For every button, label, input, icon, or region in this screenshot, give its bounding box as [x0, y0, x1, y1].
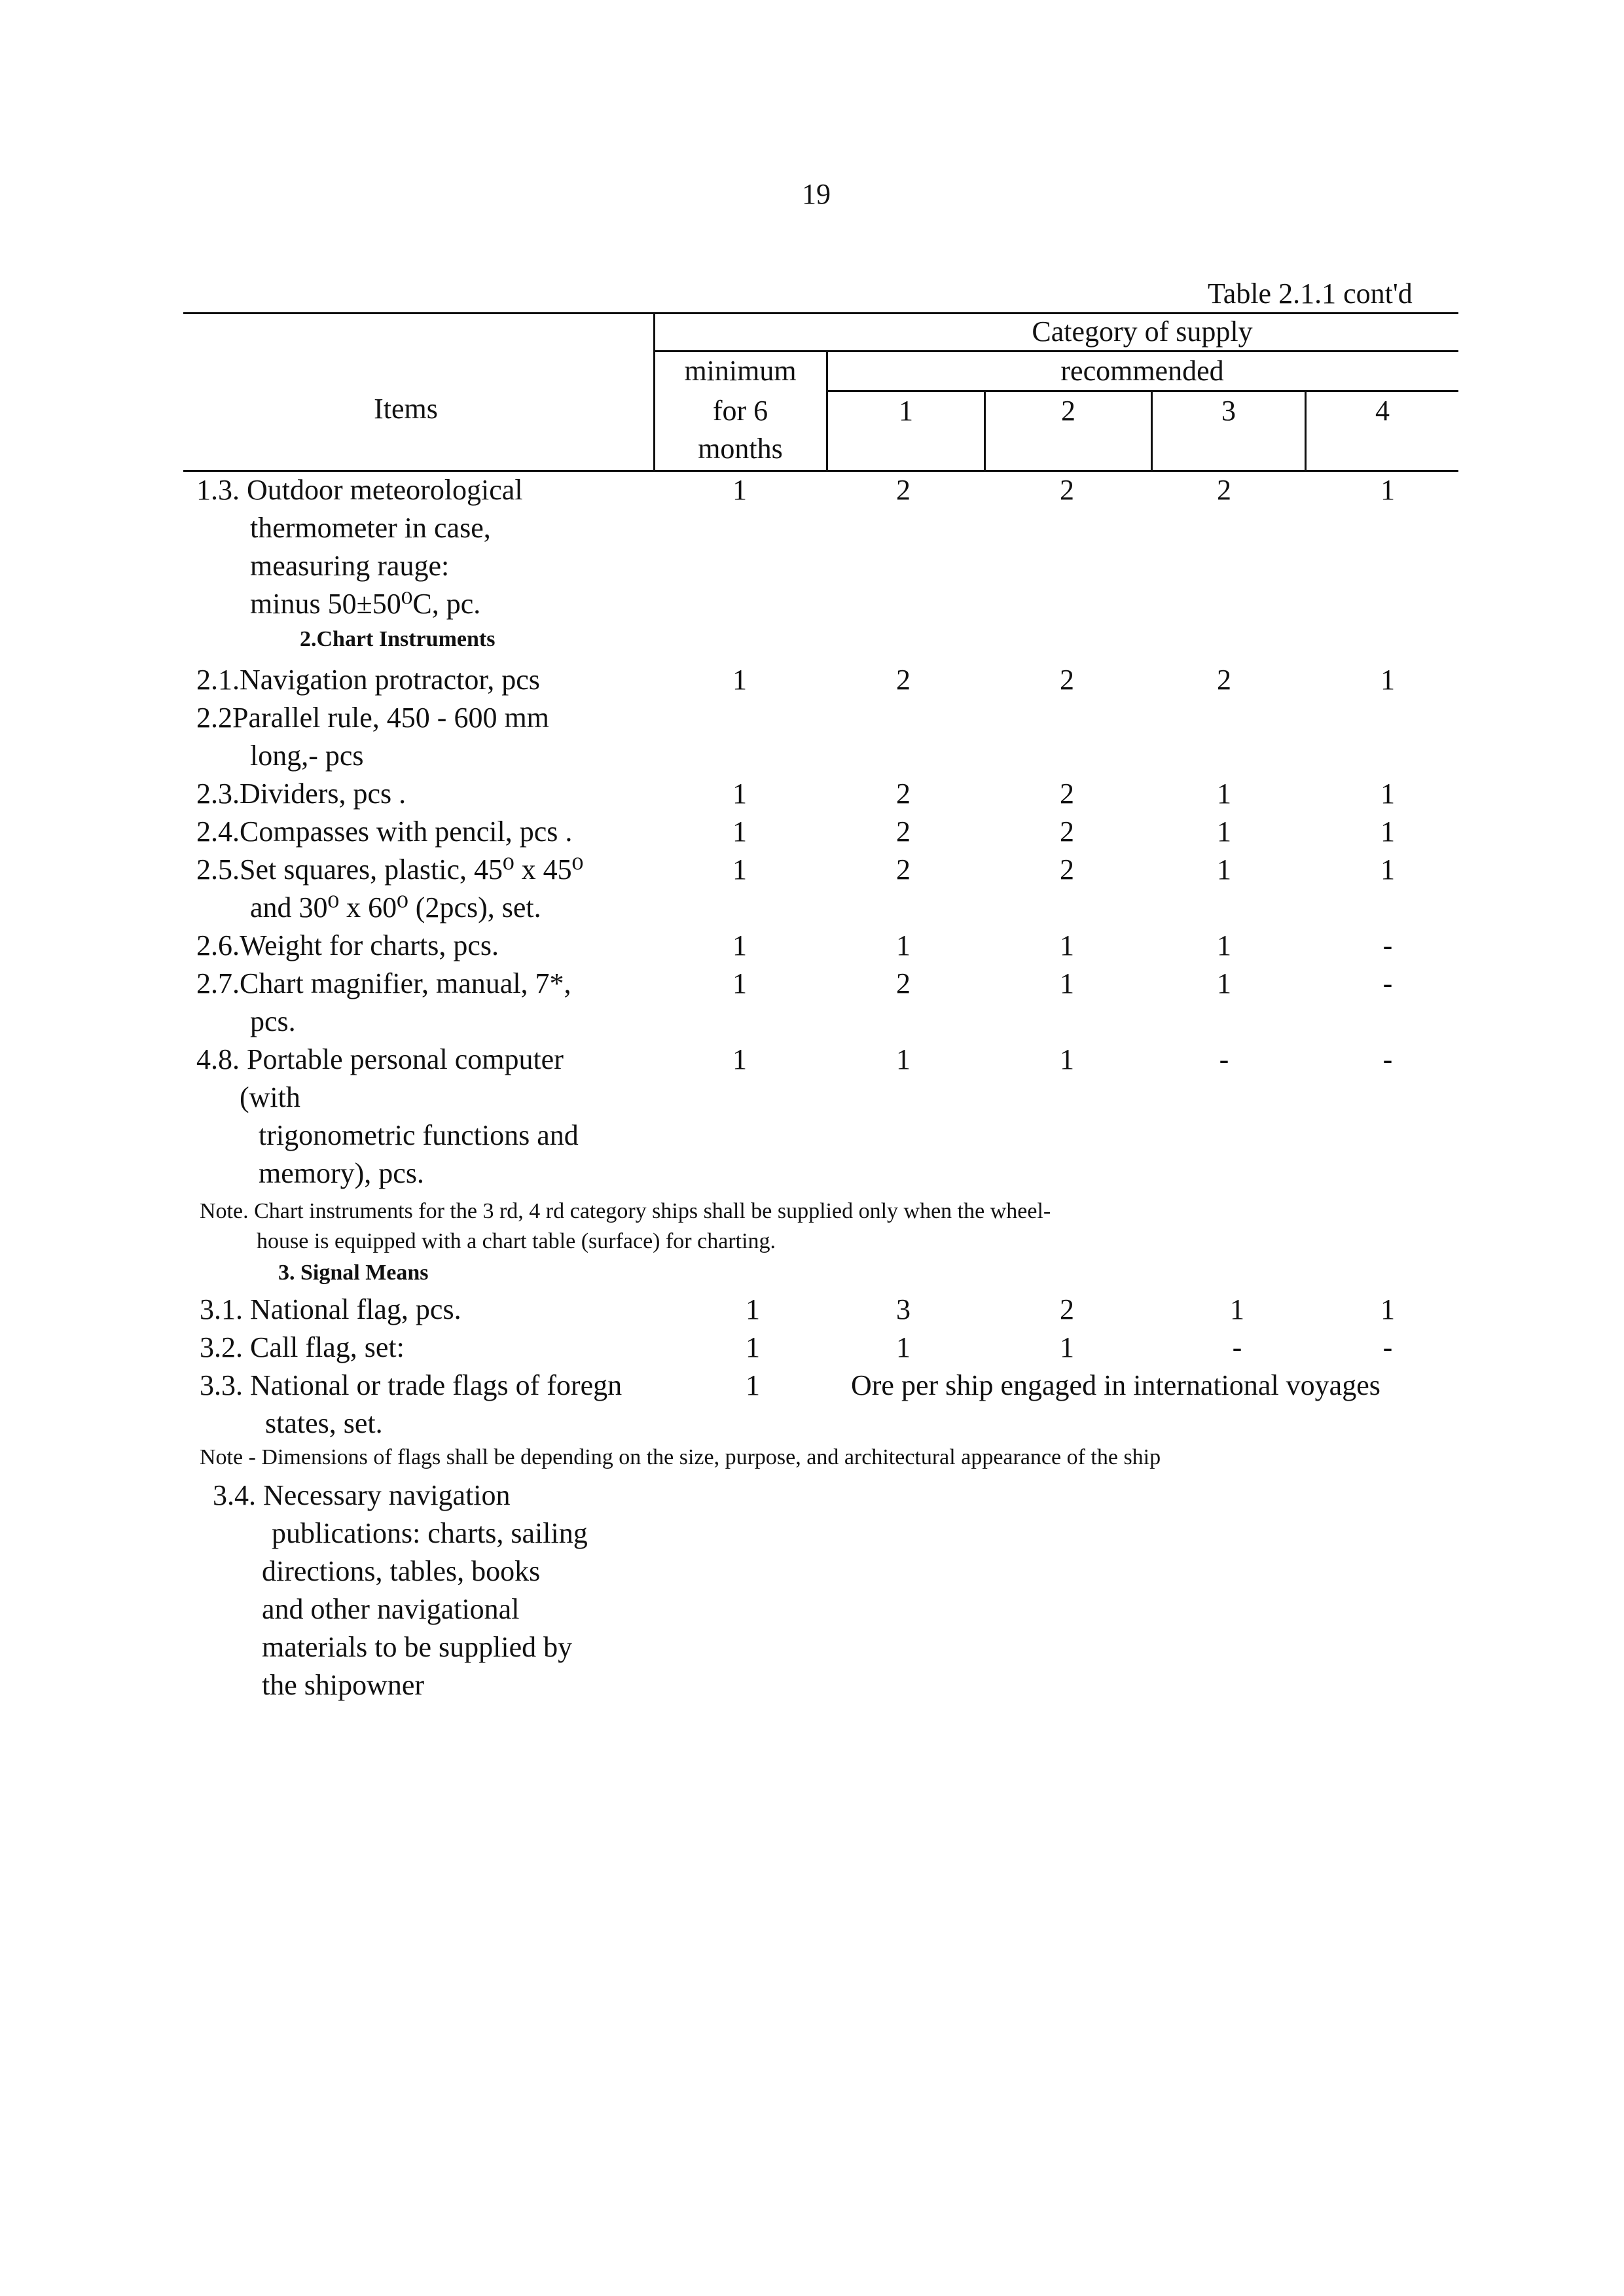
value-min: 1 — [732, 778, 747, 810]
item-3-3-line-2: states, set. — [265, 1407, 383, 1439]
note-chart-instruments-line-1: Note. Chart instruments for the 3 rd, 4 rd category ships shall be supplied only when the wheel- — [200, 1199, 1051, 1223]
section-heading-chart-instruments: 2.Chart Instruments — [300, 627, 496, 651]
value-c2: 1 — [1060, 1331, 1074, 1363]
value-c1: 1 — [896, 929, 911, 961]
value-c2: 2 — [1060, 664, 1074, 696]
item-3-4-line-6: the shipowner — [262, 1669, 425, 1701]
item-2-2-line-1: 2.2Parallel rule, 450 - 600 mm — [196, 702, 549, 734]
value-c3: 1 — [1217, 778, 1231, 810]
header-recommended: recommended — [1060, 355, 1224, 387]
value-c2: 2 — [1060, 474, 1074, 506]
value-c1: 2 — [896, 474, 911, 506]
note-chart-instruments-line-2: house is equipped with a chart table (surface) for charting. — [257, 1229, 776, 1253]
value-c3: 1 — [1217, 816, 1231, 848]
value-c1: 2 — [896, 816, 911, 848]
item-2-7-line-2: pcs. — [250, 1005, 296, 1037]
value-c1: 2 — [896, 778, 911, 810]
header-minimum-2: for 6 — [712, 395, 768, 427]
value-c2: 2 — [1060, 778, 1074, 810]
item-2-1: 2.1.Navigation protractor, pcs — [196, 664, 540, 696]
value-min: 1 — [732, 474, 747, 506]
item-4-8-line-2: (with — [240, 1081, 300, 1113]
item-1-3-line-3: measuring rauge: — [250, 550, 450, 582]
value-c2: 1 — [1060, 1043, 1074, 1075]
header-minimum-3: months — [698, 433, 783, 465]
value-c3: - — [1219, 1043, 1229, 1075]
value-c3: 1 — [1217, 853, 1231, 886]
value-c4: 1 — [1380, 474, 1395, 506]
value-min: 1 — [746, 1369, 760, 1401]
value-c2: 2 — [1060, 1293, 1074, 1325]
header-col-3: 3 — [1221, 395, 1236, 427]
value-c4: - — [1382, 929, 1393, 961]
value-min: 1 — [746, 1293, 760, 1325]
item-2-5-line-2: and 30⁰ x 60⁰ (2pcs), set. — [250, 891, 541, 924]
value-c4: 1 — [1380, 778, 1395, 810]
item-2-4: 2.4.Compasses with pencil, pcs . — [196, 816, 573, 848]
value-c2: 1 — [1060, 929, 1074, 961]
value-min: 1 — [732, 1043, 747, 1075]
value-c4: - — [1382, 1331, 1393, 1363]
value-c3: 1 — [1217, 967, 1231, 999]
header-category: Category of supply — [1032, 315, 1253, 348]
value-c2: 2 — [1060, 853, 1074, 886]
item-3-4-line-3: directions, tables, books — [262, 1555, 541, 1587]
value-c3: 1 — [1230, 1293, 1244, 1325]
item-4-8-line-3: trigonometric functions and — [259, 1119, 579, 1151]
value-c4: 1 — [1380, 664, 1395, 696]
header-col-4: 4 — [1375, 395, 1390, 427]
item-1-3-line-1: 1.3. Outdoor meteorological — [196, 474, 523, 506]
value-c3: - — [1232, 1331, 1242, 1363]
item-1-3-line-4: minus 50±50⁰C, pc. — [250, 588, 481, 620]
item-3-2: 3.2. Call flag, set: — [200, 1331, 405, 1363]
item-3-4-line-1: 3.4. Necessary navigation — [213, 1479, 511, 1511]
value-min: 1 — [732, 816, 747, 848]
value-c1: 1 — [896, 1331, 911, 1363]
value-c2: 1 — [1060, 967, 1074, 999]
value-c4: 1 — [1380, 1293, 1395, 1325]
value-span-international: Ore per ship engaged in international voyages — [851, 1369, 1380, 1401]
item-2-3: 2.3.Dividers, pcs . — [196, 778, 406, 810]
header-items: Items — [374, 393, 438, 425]
value-c3: 1 — [1217, 929, 1231, 961]
item-2-2-line-2: long,- pcs — [250, 740, 364, 772]
header-minimum-1: minimum — [684, 355, 797, 387]
value-c1: 2 — [896, 853, 911, 886]
value-c1: 1 — [896, 1043, 911, 1075]
page-number: 19 — [802, 178, 831, 210]
value-c1: 2 — [896, 664, 911, 696]
value-min: 1 — [732, 929, 747, 961]
value-c1: 2 — [896, 967, 911, 999]
value-c3: 2 — [1217, 474, 1231, 506]
item-3-4-line-5: materials to be supplied by — [262, 1631, 573, 1663]
item-1-3-line-2: thermometer in case, — [250, 512, 491, 544]
item-2-5-line-1: 2.5.Set squares, plastic, 45⁰ x 45⁰ — [196, 853, 584, 886]
item-4-8-line-4: memory), pcs. — [259, 1157, 424, 1189]
header-col-2: 2 — [1061, 395, 1075, 427]
header-col-1: 1 — [899, 395, 913, 427]
value-c3: 2 — [1217, 664, 1231, 696]
value-c1: 3 — [896, 1293, 911, 1325]
value-min: 1 — [746, 1331, 760, 1363]
item-3-4-line-4: and other navigational — [262, 1593, 520, 1625]
value-min: 1 — [732, 853, 747, 886]
item-3-4-line-2: publications: charts, sailing — [272, 1517, 588, 1549]
item-4-8-line-1: 4.8. Portable personal computer — [196, 1043, 564, 1075]
item-3-3-line-1: 3.3. National or trade flags of foregn — [200, 1369, 623, 1401]
value-c4: - — [1382, 1043, 1393, 1075]
item-2-6: 2.6.Weight for charts, pcs. — [196, 929, 499, 961]
value-c4: - — [1382, 967, 1393, 999]
value-c2: 2 — [1060, 816, 1074, 848]
value-c4: 1 — [1380, 816, 1395, 848]
value-min: 1 — [732, 967, 747, 999]
value-c4: 1 — [1380, 853, 1395, 886]
section-heading-signal-means: 3. Signal Means — [278, 1261, 429, 1285]
table-caption: Table 2.1.1 cont'd — [1208, 278, 1413, 310]
value-min: 1 — [732, 664, 747, 696]
item-2-7-line-1: 2.7.Chart magnifier, manual, 7*, — [196, 967, 571, 999]
note-flags: Note - Dimensions of flags shall be depending on the size, purpose, and architectural appearance of the ship — [200, 1445, 1161, 1469]
item-3-1: 3.1. National flag, pcs. — [200, 1293, 461, 1325]
